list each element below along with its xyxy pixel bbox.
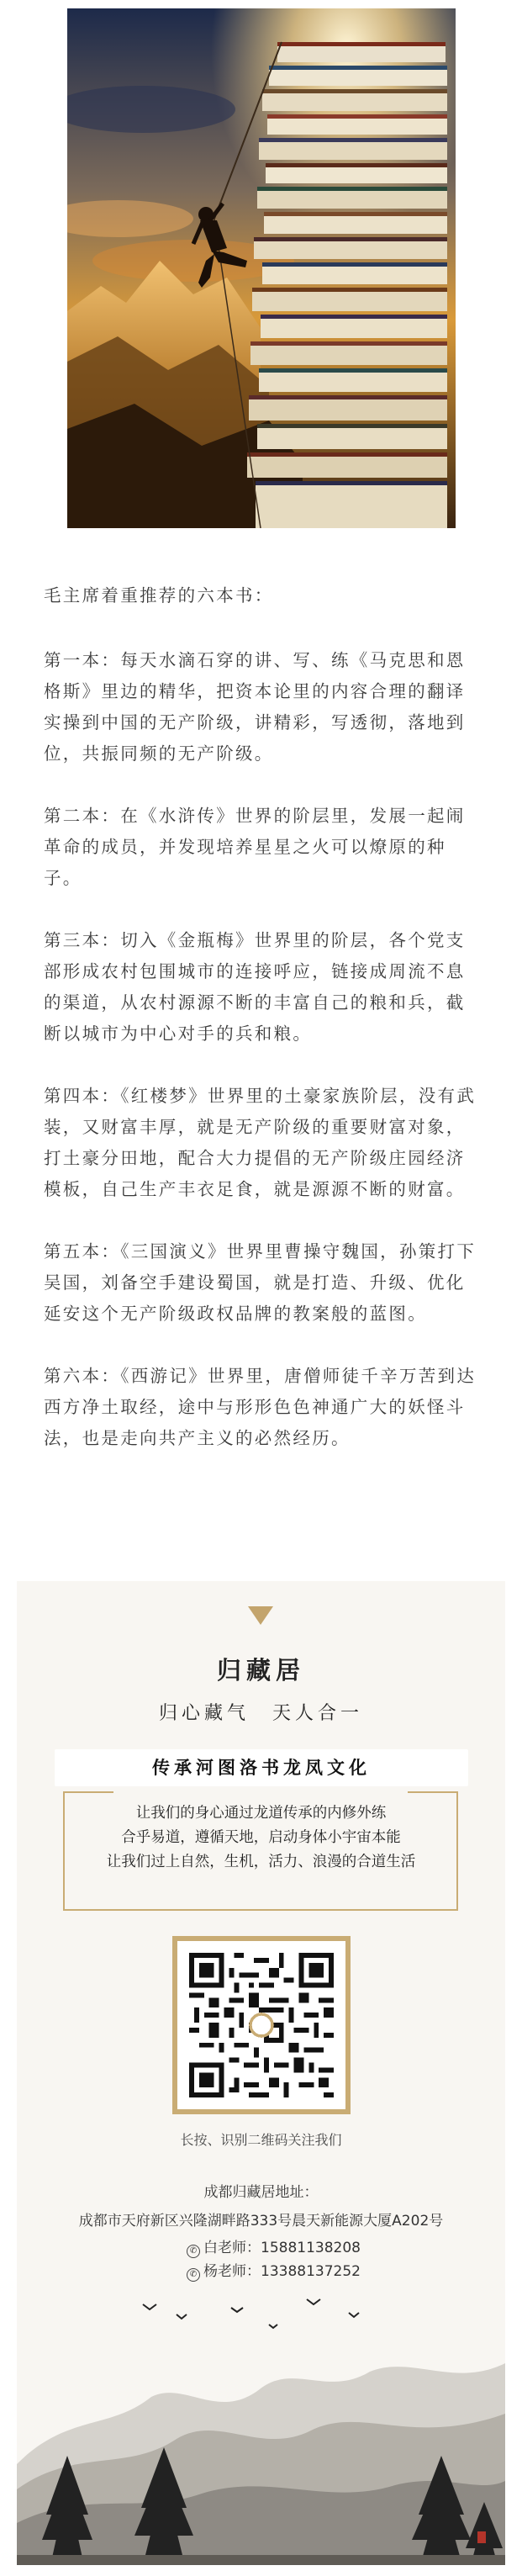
birds-icon bbox=[143, 2299, 359, 2328]
phone-icon: ✆ bbox=[187, 2268, 200, 2282]
brand-name: 归藏居 bbox=[216, 1656, 305, 1685]
article-intro: 毛主席着重推荐的六本书： bbox=[44, 585, 274, 606]
address-title: 成都归藏居地址： bbox=[203, 2184, 319, 2201]
article-body bbox=[44, 580, 481, 1485]
footer-card bbox=[17, 1581, 505, 2565]
paragraph-book-2: 第二本：在《水浒传》世界的阶层里，发展一起闹革命的成员，并发现培养星星之火可以燎原的种子。 bbox=[44, 806, 466, 888]
address-text: 成都市天府新区兴隆湖畔路333号晨天新能源大厦A202号 bbox=[78, 2213, 444, 2230]
contact-bai-label: 白老师：15881138208 bbox=[203, 2240, 361, 2256]
motto-line-2: 合乎易道，遵循天地，启动身体小宇宙本能 bbox=[121, 1829, 401, 1846]
contact-yang-label: 杨老师：13388137252 bbox=[203, 2263, 361, 2280]
paragraph-book-1: 第一本：每天水滴石穿的讲、写、练《马克思和恩格斯》里边的精华，把资本论里的内容合理的翻译实操到中国的无产阶级，讲精彩，写透彻，落地到位，共振同频的无产阶级。 bbox=[44, 650, 466, 764]
paragraph-book-5: 第五本：《三国演义》世界里曹操守魏国，孙策打下吴国，刘备空手建设蜀国，就是打造、升级、优化延安这个无产阶级政权品牌的教案般的蓝图。 bbox=[44, 1241, 477, 1324]
paragraph-book-3: 第三本：切入《金瓶梅》世界里的阶层，各个党支部形成农村包围城市的连接呼应，链接成周流不息的渠道，从农村源源不断的丰富自己的粮和兵，截断以城市为中心对手的兵和粮。 bbox=[44, 930, 466, 1044]
culture-banner: 传承河图洛书龙凤文化 bbox=[55, 1749, 468, 1786]
qr-code-icon bbox=[189, 1953, 334, 2097]
paragraph-book-6: 第六本：《西游记》世界里，唐僧师徒千辛万苦到达西方净土取经，途中与形形色色神通广大的妖怪斗法，也是走向共产主义的必然经历。 bbox=[44, 1366, 477, 1448]
triangle-ornament-icon bbox=[248, 1606, 273, 1625]
hero-image bbox=[67, 8, 456, 528]
motto-text bbox=[17, 1801, 505, 1875]
contact-yang bbox=[187, 2259, 361, 2282]
qr-caption: 长按、识别二维码关注我们 bbox=[180, 2132, 342, 2148]
ink-landscape-illustration bbox=[17, 2288, 505, 2565]
phone-icon: ✆ bbox=[187, 2245, 200, 2258]
motto-line-1: 让我们的身心通过龙道传承的内修外练 bbox=[135, 1805, 387, 1822]
contact-bai bbox=[187, 2235, 361, 2258]
brand-slogan: 归心藏气 天人合一 bbox=[158, 1703, 363, 1724]
qr-code[interactable] bbox=[172, 1936, 351, 2114]
paragraph-book-4: 第四本：《红楼梦》世界里的土豪家族阶层，没有武装，又财富丰厚，就是无产阶级的重要财富对象，打土豪分田地，配合大力提倡的无产阶级庄园经济模板，自己生产丰衣足食，就是源源不断的财富。 bbox=[44, 1086, 477, 1199]
motto-line-3: 让我们过上自然，生机，活力、浪漫的合道生活 bbox=[106, 1854, 416, 1870]
